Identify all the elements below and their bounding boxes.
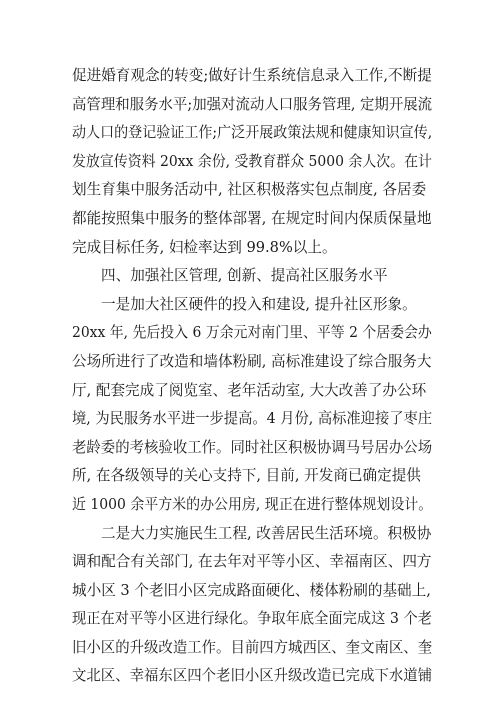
text-line: 四、加强社区管理, 创新、提高社区服务水平 xyxy=(101,267,388,285)
text-line: 境, 为民服务水平进一步提高。4 月份, 高标准迎接了枣庄 xyxy=(72,410,432,428)
text-line: 促进婚育观念的转变;做好计生系统信息录入工作,不断提 xyxy=(72,67,432,84)
text-line: 都能按照集中服务的整体部署, 在规定时间内保质保量地 xyxy=(72,209,432,227)
text-line: 动人口的登记验证工作;广泛开展政策法规和健康知识宣传, xyxy=(72,124,432,142)
text-line: 一是加大社区硬件的投入和建设, 提升社区形象。 xyxy=(101,295,417,313)
text-line: 完成目标任务, 妇检率达到 99.8%以上。 xyxy=(72,238,337,256)
text-line: 公场所进行了改造和墙体粉刷, 高标准建设了综合服务大 xyxy=(72,352,432,370)
text-line: 二是大力实施民生工程, 改善居民生活环境。积极协 xyxy=(101,524,432,542)
text-line: 文北区、幸福东区四个老旧小区升级改造已完成下水道铺 xyxy=(72,667,432,685)
text-line: 划生育集中服务活动中, 社区积极落实包点制度, 各居委 xyxy=(72,181,427,199)
document-body xyxy=(72,62,432,691)
text-line: 所, 在各级领导的关心支持下, 目前, 开发商已确定提供 xyxy=(72,467,421,485)
text-line: 发放宣传资料 20xx 余份, 受教育群众 5000 余人次。在计 xyxy=(72,152,432,170)
text-line: 20xx 年, 先后投入 6 万余元对南门里、平等 2 个居委会办 xyxy=(72,324,432,342)
text-line: 旧小区的升级改造工作。目前四方城西区、奎文南区、奎 xyxy=(72,638,432,656)
text-line: 现正在对平等小区进行绿化。争取年底全面完成这 3 个老 xyxy=(72,610,432,628)
text-line: 老龄委的考核验收工作。同时社区积极协调马号居办公场 xyxy=(72,438,432,456)
text-line: 厅, 配套完成了阅览室、老年活动室, 大大改善了办公环 xyxy=(72,381,427,399)
text-line: 近 1000 余平方米的办公用房, 现正在进行整体规划设计。 xyxy=(72,495,432,513)
text-line: 城小区 3 个老旧小区完成路面硬化、楼体粉刷的基础上, xyxy=(72,581,431,599)
text-line: 高管理和服务水平;加强对流动人口服务管理, 定期开展流 xyxy=(72,95,432,113)
text-line: 调和配合有关部门, 在去年对平等小区、幸福南区、四方 xyxy=(72,553,432,571)
